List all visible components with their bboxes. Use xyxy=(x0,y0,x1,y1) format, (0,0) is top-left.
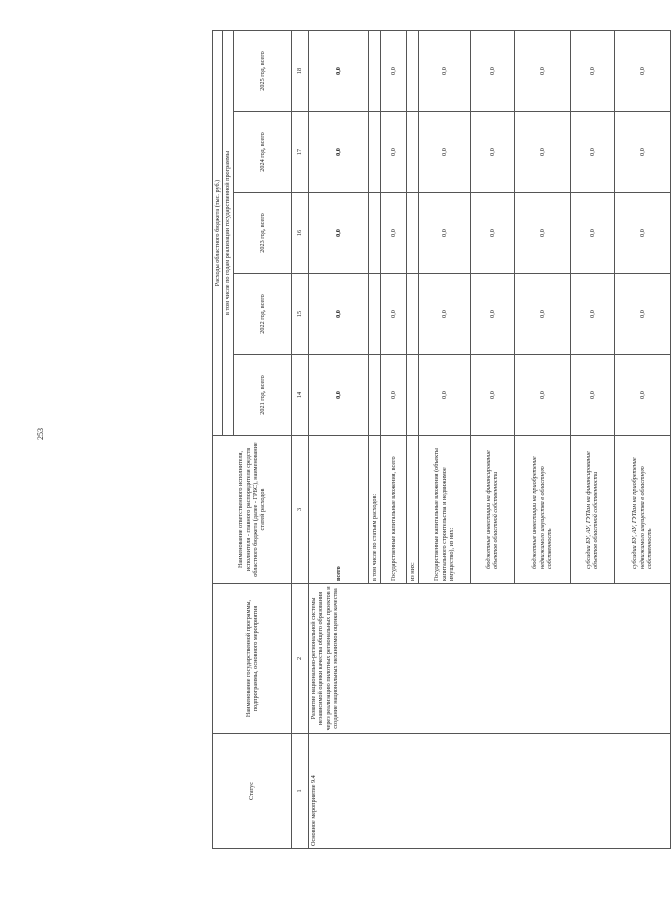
column-number: 14 xyxy=(291,355,308,436)
table-row xyxy=(308,30,368,848)
value-cell xyxy=(368,30,380,111)
value-cell: 0,0 xyxy=(418,112,470,193)
row-label: субсидии БУ, АУ, ГУПам на финансирование объектов областной собственности xyxy=(570,436,614,584)
value-cell: 0,0 xyxy=(614,112,670,193)
header-year: 2022 год, всего xyxy=(233,274,291,355)
value-cell: 0,0 xyxy=(514,30,570,111)
value-cell xyxy=(368,355,380,436)
value-cell xyxy=(368,112,380,193)
status-cell: Основное мероприятие 9.4 xyxy=(308,734,670,849)
budget-table xyxy=(212,30,671,849)
value-cell xyxy=(406,355,418,436)
value-cell: 0,0 xyxy=(514,355,570,436)
column-number: 16 xyxy=(291,193,308,274)
value-cell: 0,0 xyxy=(470,274,514,355)
value-cell: 0,0 xyxy=(570,112,614,193)
value-cell: 0,0 xyxy=(470,30,514,111)
value-cell: 0,0 xyxy=(614,274,670,355)
value-cell: 0,0 xyxy=(308,274,368,355)
value-cell: 0,0 xyxy=(570,30,614,111)
value-cell: 0,0 xyxy=(570,193,614,274)
column-number: 17 xyxy=(291,112,308,193)
header-year: 2023 год, всего xyxy=(233,193,291,274)
column-number: 18 xyxy=(291,30,308,111)
value-cell: 0,0 xyxy=(380,193,406,274)
value-cell: 0,0 xyxy=(470,355,514,436)
value-cell: 0,0 xyxy=(570,355,614,436)
value-cell xyxy=(406,112,418,193)
value-cell: 0,0 xyxy=(514,193,570,274)
header-executor: Наименование ответственного исполнителя, исполнителя - главного распорядителя средств областного бюджета (далее - ГРБС), наименование статей расходов xyxy=(213,436,292,584)
header-by-years: в том числе по годам реализации государственной программы xyxy=(223,30,233,435)
column-number: 15 xyxy=(291,274,308,355)
column-number: 3 xyxy=(291,436,308,584)
page-number: 253 xyxy=(36,428,45,440)
value-cell: 0,0 xyxy=(308,193,368,274)
program-cell: Развитие национально-региональной системы независимой оценки качества общего образования через реализацию пилотных региональных проектов и создание национальных механизмов оценки качества xyxy=(308,584,670,734)
header-program-name: Наименование государственной программы, подпрограммы, основного мероприятия xyxy=(213,584,292,734)
header-year: 2024 год, всего xyxy=(233,112,291,193)
value-cell: 0,0 xyxy=(614,355,670,436)
value-cell xyxy=(406,30,418,111)
header-year: 2025 год, всего xyxy=(233,30,291,111)
value-cell: 0,0 xyxy=(470,193,514,274)
value-cell: 0,0 xyxy=(308,30,368,111)
row-label: Государственные капитальные вложения, всего xyxy=(380,436,406,584)
header-expenses: Расходы областного бюджета (тыс. руб.) xyxy=(213,30,223,435)
budget-table-rotated xyxy=(212,31,654,849)
row-label: бюджетные инвестиции на финансирование объектов областной собственности xyxy=(470,436,514,584)
column-number: 1 xyxy=(291,734,308,849)
header-year: 2021 год, всего xyxy=(233,355,291,436)
value-cell: 0,0 xyxy=(418,193,470,274)
value-cell: 0,0 xyxy=(418,30,470,111)
row-label: Государственные капитальные вложения (объекты капитального строительства и недвижимое имущество), из них: xyxy=(418,436,470,584)
value-cell: 0,0 xyxy=(570,274,614,355)
value-cell: 0,0 xyxy=(614,30,670,111)
value-cell: 0,0 xyxy=(514,274,570,355)
value-cell: 0,0 xyxy=(418,274,470,355)
value-cell: 0,0 xyxy=(514,112,570,193)
value-cell: 0,0 xyxy=(380,355,406,436)
value-cell: 0,0 xyxy=(380,112,406,193)
value-cell xyxy=(406,274,418,355)
value-cell: 0,0 xyxy=(470,112,514,193)
row-label: субсидии БУ, АУ, ГУПам на приобретение недвижимого имущества в областную собственность xyxy=(614,436,670,584)
column-number: 2 xyxy=(291,584,308,734)
value-cell xyxy=(368,193,380,274)
row-label: бюджетные инвестиции на приобретение недвижимого имущества в областную собственность xyxy=(514,436,570,584)
row-label: из них: xyxy=(406,436,418,584)
row-label: всего xyxy=(308,436,368,584)
row-label: в том числе по статьям расходов: xyxy=(368,436,380,584)
value-cell: 0,0 xyxy=(308,112,368,193)
value-cell: 0,0 xyxy=(380,30,406,111)
value-cell: 0,0 xyxy=(308,355,368,436)
header-status: Статус xyxy=(213,734,292,849)
value-cell: 0,0 xyxy=(614,193,670,274)
value-cell xyxy=(406,193,418,274)
value-cell xyxy=(368,274,380,355)
value-cell: 0,0 xyxy=(418,355,470,436)
value-cell: 0,0 xyxy=(380,274,406,355)
